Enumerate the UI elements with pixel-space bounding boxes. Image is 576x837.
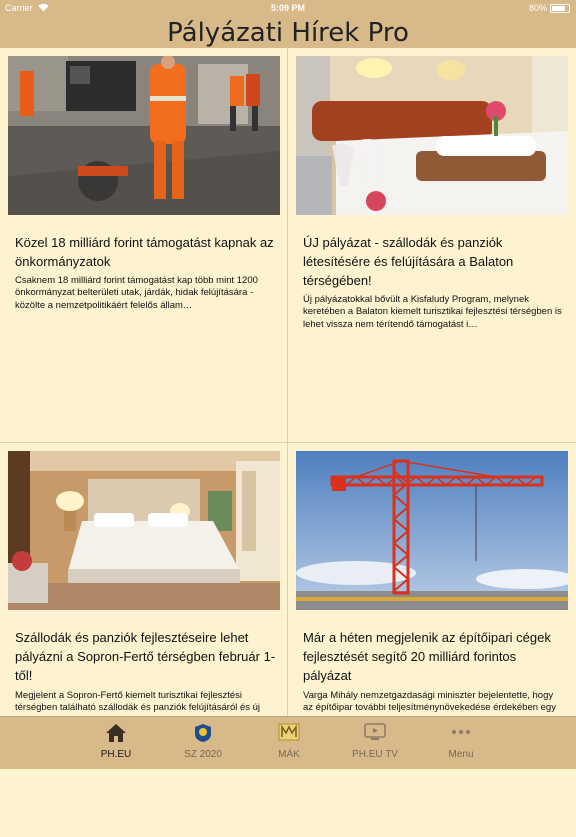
article-title: Szállodák és panziók fejlesztéseire lehet pályázni a Sopron-Fertő térségben február 1-től!	[15, 630, 276, 683]
home-icon	[73, 723, 159, 745]
article-title: Már a héten megjelenik az építőipari cégek fejlesztését segítő 20 milliárd forintos pályázat	[303, 630, 551, 683]
article-excerpt: Új pályázatokkal bővült a Kisfaludy Program, melynek keretében a Balaton kiemelt turisztikai fejlesztési térségben is lehet vissza nem térítendő támogatást i…	[303, 294, 562, 330]
article-card[interactable]	[0, 443, 287, 837]
article-excerpt: Megjelent a Sopron-Fertő kiemelt turisztikai fejlesztési térségben található szállodák és panziók felújításáról és új	[15, 690, 261, 714]
battery-indicator	[529, 3, 570, 13]
article-title: Közel 18 milliárd forint támogatást kapnak az önkormányzatok	[15, 235, 274, 269]
tab-sz2020[interactable]	[160, 717, 246, 769]
tab-label: PH.EU	[100, 749, 132, 760]
nav-header	[0, 16, 576, 48]
mak-logo-icon	[246, 723, 332, 745]
article-card[interactable]	[0, 48, 287, 442]
tab-label: PH.EU TV	[352, 749, 398, 760]
tab-mak[interactable]	[246, 717, 332, 769]
article-image-road-works	[8, 56, 280, 215]
tab-label: MÁK	[278, 749, 300, 760]
tab-menu[interactable]	[418, 717, 504, 769]
page-title: Pályázati Hírek Pro	[167, 18, 409, 48]
carrier-label: Carrier	[5, 3, 33, 13]
article-image-hotel-suite	[8, 451, 280, 610]
article-image-construction-crane	[296, 451, 568, 610]
more-dots-icon	[418, 723, 504, 745]
sz2020-badge-icon	[160, 723, 246, 745]
tv-icon	[332, 723, 418, 745]
article-grid	[0, 48, 576, 716]
status-bar	[0, 0, 576, 16]
tab-label: Menu	[448, 749, 474, 760]
grid-divider-horizontal	[0, 442, 576, 443]
tab-ph-eu-tv[interactable]	[332, 717, 418, 769]
article-excerpt: Csaknem 18 milliárd forint támogatást kap több mint 1200 önkormányzat belterületi utak, járdák, hidak felújítására - közölte a nemzetpolitikáért felelős állam…	[15, 275, 258, 311]
grid-divider-vertical	[287, 48, 288, 716]
tab-label: SZ 2020	[184, 749, 222, 760]
tab-bar	[0, 716, 576, 769]
clock: 5:09 PM	[270, 3, 305, 13]
battery-icon	[550, 4, 570, 13]
battery-percent: 80%	[528, 3, 547, 13]
article-image-hotel-room	[296, 56, 568, 215]
tab-ph-eu[interactable]	[73, 717, 159, 769]
article-title: ÚJ pályázat - szállodák és panziók létesítésére és felújítására a Balaton térségében!	[303, 235, 514, 288]
article-excerpt: Varga Mihály nemzetgazdasági miniszter bejelentette, hogy az építőipar további teljesítménynövekedése érdekében egy	[303, 690, 556, 714]
article-card[interactable]	[288, 443, 575, 837]
article-card[interactable]	[288, 48, 575, 442]
